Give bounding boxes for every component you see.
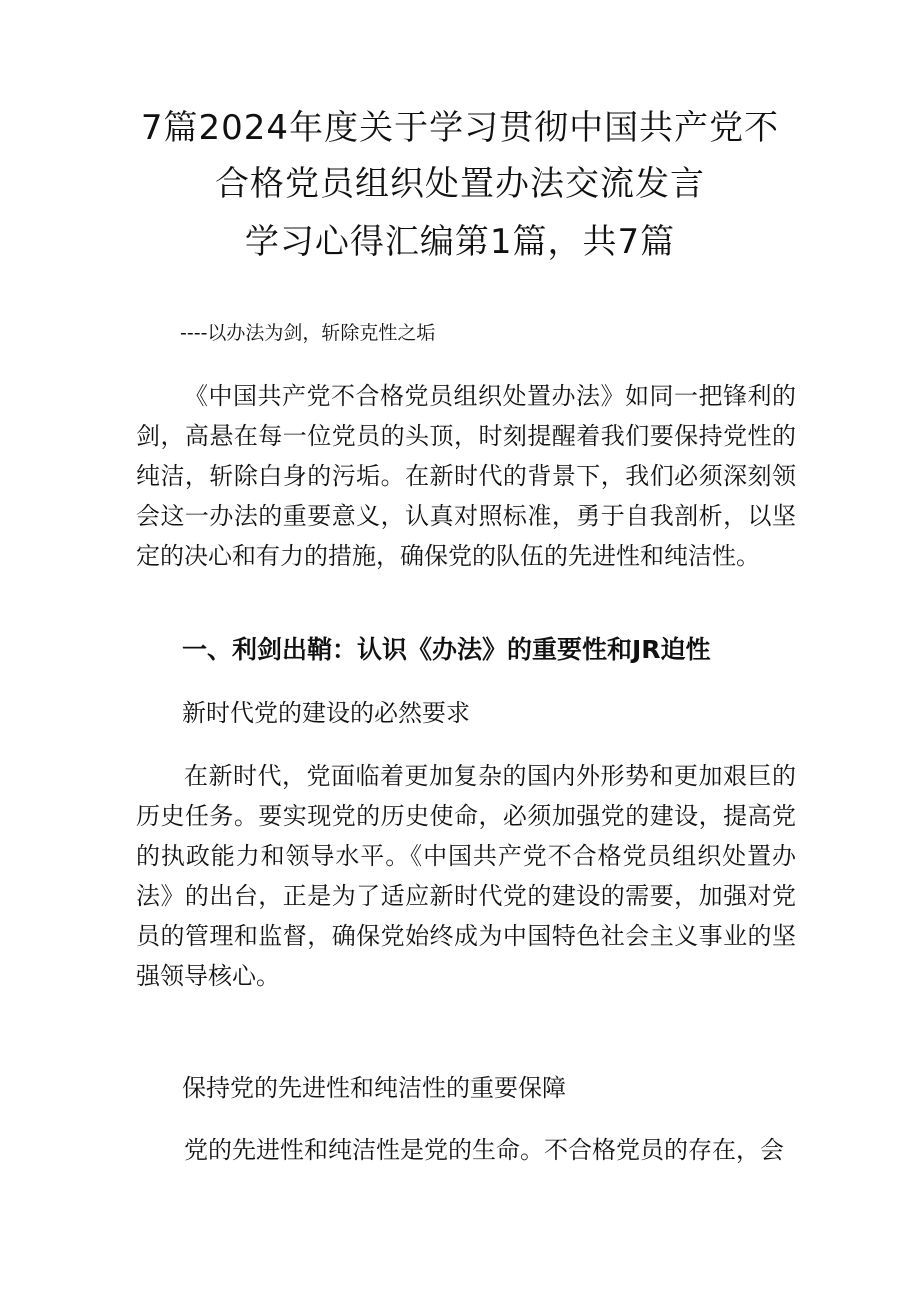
title-line-3: 学习心得汇编第1篇，共7篇 — [244, 222, 676, 262]
document-title — [120, 100, 800, 212]
paragraph-2: 在新时代，党面临着更加复杂的国内外形势和更加艰巨的历史任务。要实现党的历史使命，必须加强党的建设，提高党的执政能力和领导水平。《中国共产党不合格党员组织处置办法》的出台，正是为了适应新时代党的建设的需要，加强对党员的管理和监督，确保党始终成为中国特色社会主义事业的坚强领导核心。 — [136, 762, 796, 990]
paragraph-3: 党的先进性和纯洁性是党的生命。不合格党员的存在，会 — [184, 1136, 784, 1164]
document-subtitle: ----以办法为剑，斩除克性之垢 — [180, 322, 436, 344]
title-line-2: 合格党员组织处置办法交流发言 — [215, 164, 705, 204]
title-line-1: 7篇2024年度关于学习贯彻中国共产党不 — [140, 108, 780, 148]
paragraph-1: 《中国共产党不合格党员组织处置办法》如同一把锋利的剑，高悬在每一位党员的头顶，时刻提醒着我们要保持党性的纯洁，斩除白身的污垢。在新时代的背景下，我们必须深刻领会这一办法的重要意义，认真对照标准，勇于自我剖析，以坚定的决心和有力的措施，确保党的队伍的先进性和纯洁性。 — [136, 382, 796, 570]
subheading-2: 保持党的先进性和纯洁性的重要保障 — [182, 1074, 566, 1102]
section-heading-1: 一、利剑出鞘：认识《办法》的重要性和JR迫性 — [182, 635, 711, 664]
subheading-1: 新时代党的建设的必然要求 — [182, 699, 470, 727]
